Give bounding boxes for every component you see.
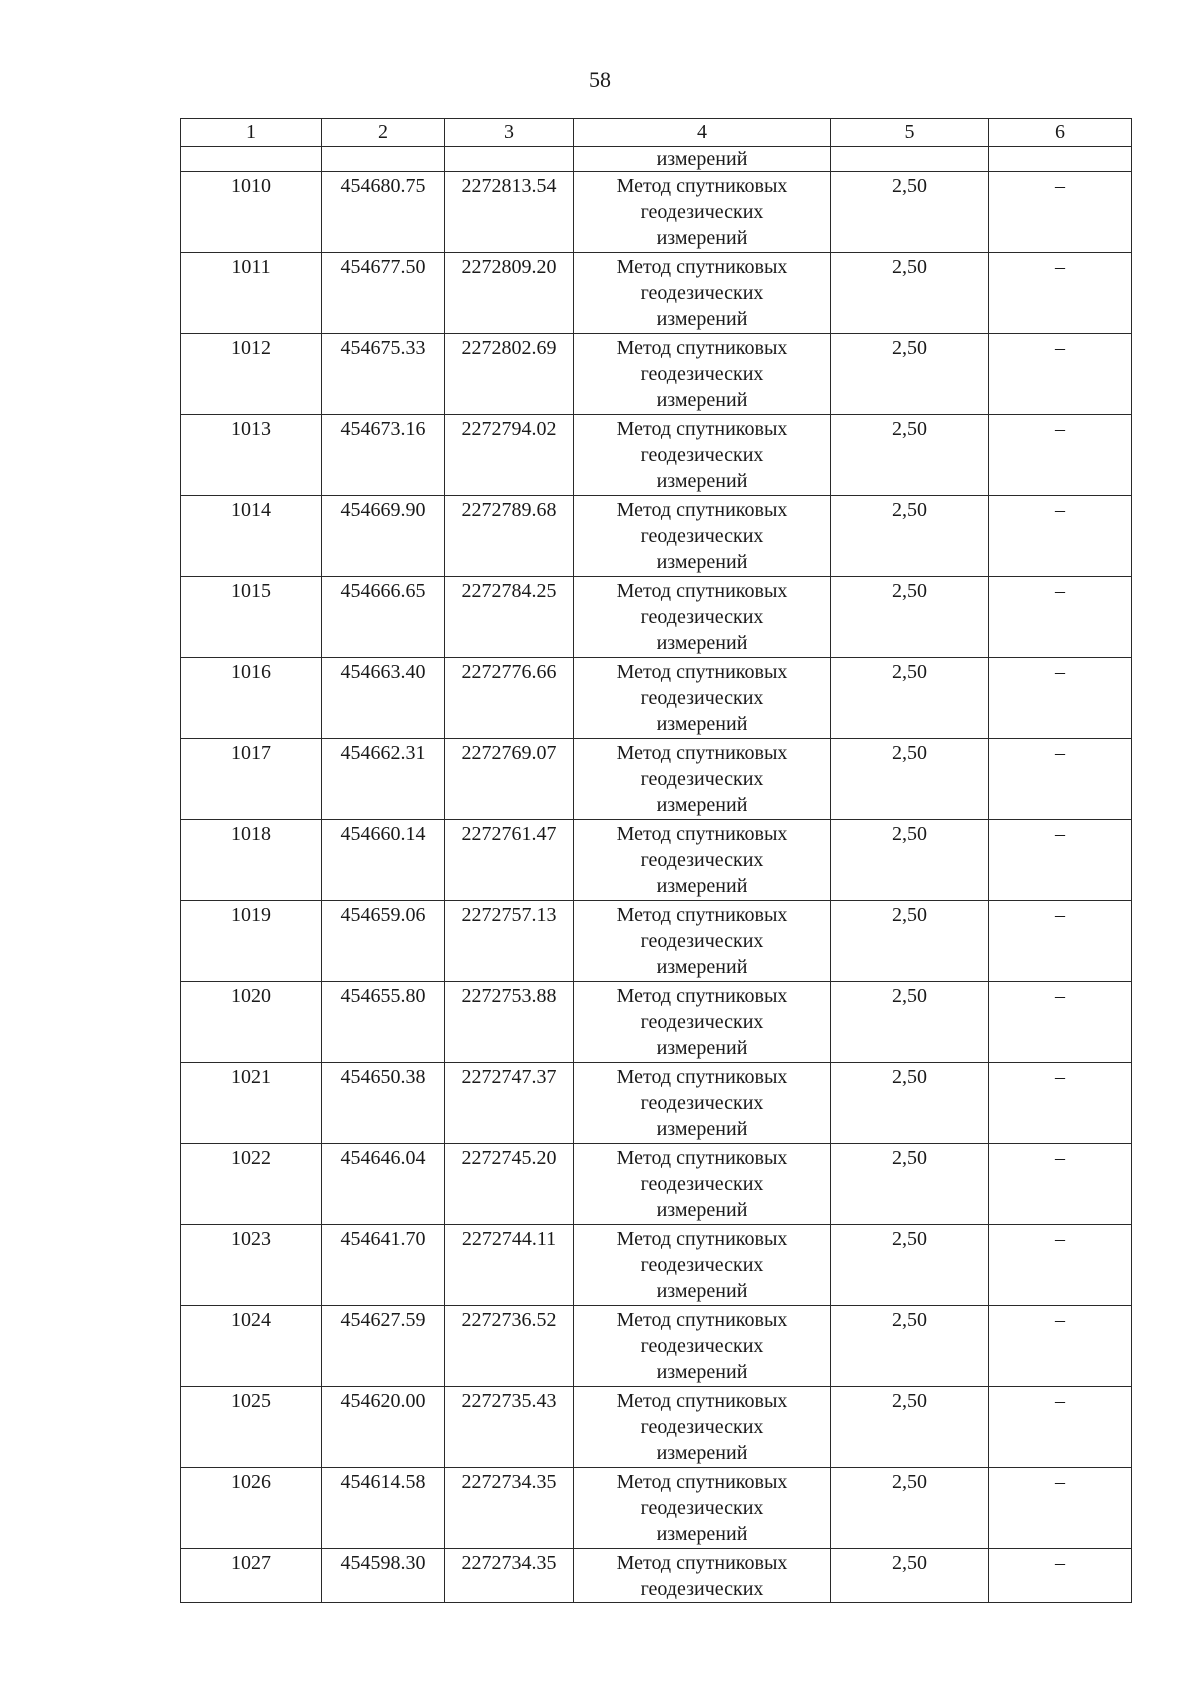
method-cell: [574, 820, 831, 901]
point-number-cell: 1021: [181, 1063, 322, 1144]
note-cell: –: [989, 1306, 1132, 1387]
method-line: измерений: [656, 470, 748, 492]
note-cell: –: [989, 982, 1132, 1063]
note-cell: –: [989, 334, 1132, 415]
table-row: [181, 334, 1132, 415]
method-cell: [574, 739, 831, 820]
point-number-cell: 1015: [181, 577, 322, 658]
method-line: измерений: [656, 713, 748, 735]
accuracy-cell: 2,50: [831, 820, 989, 901]
table-row: [181, 901, 1132, 982]
point-number-cell: 1024: [181, 1306, 322, 1387]
accuracy-cell: 2,50: [831, 1225, 989, 1306]
x-coordinate-cell: 454598.30: [322, 1549, 445, 1603]
table-row: [181, 1387, 1132, 1468]
method-cell: [574, 172, 831, 253]
x-coordinate-cell: 454655.80: [322, 982, 445, 1063]
point-number-cell: 1020: [181, 982, 322, 1063]
method-line: измерений: [656, 227, 748, 249]
continuation-row: [181, 147, 1132, 172]
method-line: измерений: [656, 1037, 748, 1059]
table-cell: [322, 147, 445, 172]
table-row: [181, 1306, 1132, 1387]
method-line: измерений: [656, 551, 748, 573]
continuation-text: измерений: [574, 147, 831, 172]
table-cell: [989, 147, 1132, 172]
method-line: геодезических: [640, 768, 764, 790]
method-line: измерений: [656, 1442, 748, 1464]
x-coordinate-cell: 454666.65: [322, 577, 445, 658]
header-col-2: 2: [322, 119, 445, 147]
method-line: измерений: [656, 1118, 748, 1140]
method-cell: [574, 496, 831, 577]
header-col-6: 6: [989, 119, 1132, 147]
y-coordinate-cell: 2272784.25: [445, 577, 574, 658]
y-coordinate-cell: 2272744.11: [445, 1225, 574, 1306]
x-coordinate-cell: 454669.90: [322, 496, 445, 577]
method-line: геодезических: [640, 1254, 764, 1276]
accuracy-cell: 2,50: [831, 1144, 989, 1225]
method-line: Метод спутниковых: [616, 1390, 788, 1412]
table-row: [181, 172, 1132, 253]
point-number-cell: 1019: [181, 901, 322, 982]
table-row: [181, 1468, 1132, 1549]
y-coordinate-cell: 2272734.35: [445, 1549, 574, 1603]
accuracy-cell: 2,50: [831, 901, 989, 982]
x-coordinate-cell: 454620.00: [322, 1387, 445, 1468]
method-line: Метод спутниковых: [616, 580, 788, 602]
accuracy-cell: 2,50: [831, 1468, 989, 1549]
method-line: Метод спутниковых: [616, 1147, 788, 1169]
header-col-3: 3: [445, 119, 574, 147]
method-line: Метод спутниковых: [616, 1228, 788, 1250]
method-cell: [574, 1144, 831, 1225]
method-line: геодезических: [640, 1416, 764, 1438]
method-line: Метод спутниковых: [616, 418, 788, 440]
table-row: [181, 577, 1132, 658]
y-coordinate-cell: 2272802.69: [445, 334, 574, 415]
point-number-cell: 1027: [181, 1549, 322, 1603]
method-line: Метод спутниковых: [616, 337, 788, 359]
y-coordinate-cell: 2272747.37: [445, 1063, 574, 1144]
method-line: геодезических: [640, 282, 764, 304]
method-line: Метод спутниковых: [616, 1471, 788, 1493]
y-coordinate-cell: 2272809.20: [445, 253, 574, 334]
method-line: геодезических: [640, 606, 764, 628]
point-number-cell: 1017: [181, 739, 322, 820]
method-line: Метод спутниковых: [616, 1309, 788, 1331]
accuracy-cell: 2,50: [831, 496, 989, 577]
method-line: измерений: [656, 389, 748, 411]
y-coordinate-cell: 2272735.43: [445, 1387, 574, 1468]
y-coordinate-cell: 2272794.02: [445, 415, 574, 496]
method-cell: [574, 1549, 831, 1603]
method-line: Метод спутниковых: [616, 742, 788, 764]
method-line: Метод спутниковых: [616, 1552, 788, 1574]
accuracy-cell: 2,50: [831, 253, 989, 334]
note-cell: –: [989, 901, 1132, 982]
note-cell: –: [989, 415, 1132, 496]
point-number-cell: 1014: [181, 496, 322, 577]
table-cell: [445, 147, 574, 172]
table-row: [181, 658, 1132, 739]
x-coordinate-cell: 454641.70: [322, 1225, 445, 1306]
table-row: [181, 415, 1132, 496]
method-line: измерений: [656, 956, 748, 978]
note-cell: –: [989, 577, 1132, 658]
method-line: измерений: [656, 875, 748, 897]
table-row: [181, 1144, 1132, 1225]
note-cell: –: [989, 1387, 1132, 1468]
note-cell: –: [989, 739, 1132, 820]
x-coordinate-cell: 454662.31: [322, 739, 445, 820]
method-line: геодезических: [640, 1092, 764, 1114]
method-line: измерений: [656, 1199, 748, 1221]
header-col-4: 4: [574, 119, 831, 147]
coordinates-table: [180, 118, 1132, 1603]
table-row: [181, 982, 1132, 1063]
note-cell: –: [989, 172, 1132, 253]
y-coordinate-cell: 2272761.47: [445, 820, 574, 901]
note-cell: –: [989, 820, 1132, 901]
note-cell: –: [989, 1144, 1132, 1225]
accuracy-cell: 2,50: [831, 982, 989, 1063]
table-row: [181, 496, 1132, 577]
method-line: Метод спутниковых: [616, 985, 788, 1007]
x-coordinate-cell: 454677.50: [322, 253, 445, 334]
method-line: Метод спутниковых: [616, 499, 788, 521]
method-cell: [574, 1468, 831, 1549]
method-line: измерений: [656, 1523, 748, 1545]
table-row: [181, 1063, 1132, 1144]
point-number-cell: 1010: [181, 172, 322, 253]
point-number-cell: 1025: [181, 1387, 322, 1468]
point-number-cell: 1018: [181, 820, 322, 901]
method-line: Метод спутниковых: [616, 1066, 788, 1088]
y-coordinate-cell: 2272776.66: [445, 658, 574, 739]
note-cell: –: [989, 1468, 1132, 1549]
method-line: Метод спутниковых: [616, 661, 788, 683]
method-line: геодезических: [640, 687, 764, 709]
accuracy-cell: 2,50: [831, 172, 989, 253]
point-number-cell: 1016: [181, 658, 322, 739]
x-coordinate-cell: 454650.38: [322, 1063, 445, 1144]
note-cell: –: [989, 253, 1132, 334]
method-line: Метод спутниковых: [616, 823, 788, 845]
accuracy-cell: 2,50: [831, 415, 989, 496]
method-cell: [574, 1225, 831, 1306]
method-cell: [574, 415, 831, 496]
table-row: [181, 739, 1132, 820]
y-coordinate-cell: 2272769.07: [445, 739, 574, 820]
method-line: измерений: [656, 1280, 748, 1302]
accuracy-cell: 2,50: [831, 334, 989, 415]
y-coordinate-cell: 2272753.88: [445, 982, 574, 1063]
method-cell: [574, 1063, 831, 1144]
y-coordinate-cell: 2272813.54: [445, 172, 574, 253]
method-line: измерений: [656, 794, 748, 816]
method-line: измерений: [656, 632, 748, 654]
method-cell: [574, 658, 831, 739]
note-cell: –: [989, 1225, 1132, 1306]
table-row: [181, 1549, 1132, 1603]
x-coordinate-cell: 454673.16: [322, 415, 445, 496]
accuracy-cell: 2,50: [831, 1306, 989, 1387]
method-cell: [574, 982, 831, 1063]
table-cell: [181, 147, 322, 172]
table-row: [181, 1225, 1132, 1306]
note-cell: –: [989, 658, 1132, 739]
accuracy-cell: 2,50: [831, 1063, 989, 1144]
x-coordinate-cell: 454614.58: [322, 1468, 445, 1549]
point-number-cell: 1012: [181, 334, 322, 415]
x-coordinate-cell: 454646.04: [322, 1144, 445, 1225]
method-line: измерений: [656, 1361, 748, 1383]
x-coordinate-cell: 454663.40: [322, 658, 445, 739]
x-coordinate-cell: 454659.06: [322, 901, 445, 982]
note-cell: –: [989, 496, 1132, 577]
method-line: геодезических: [640, 1497, 764, 1519]
note-cell: –: [989, 1063, 1132, 1144]
method-line: геодезических: [640, 525, 764, 547]
method-line: геодезических: [640, 1011, 764, 1033]
accuracy-cell: 2,50: [831, 1549, 989, 1603]
method-line: измерений: [656, 308, 748, 330]
method-line: геодезических: [640, 1578, 764, 1600]
method-line: геодезических: [640, 1335, 764, 1357]
table-cell: [831, 147, 989, 172]
y-coordinate-cell: 2272757.13: [445, 901, 574, 982]
y-coordinate-cell: 2272789.68: [445, 496, 574, 577]
method-cell: [574, 253, 831, 334]
accuracy-cell: 2,50: [831, 577, 989, 658]
table-row: [181, 253, 1132, 334]
point-number-cell: 1023: [181, 1225, 322, 1306]
accuracy-cell: 2,50: [831, 658, 989, 739]
method-cell: [574, 1306, 831, 1387]
header-row: [181, 119, 1132, 147]
x-coordinate-cell: 454627.59: [322, 1306, 445, 1387]
x-coordinate-cell: 454680.75: [322, 172, 445, 253]
method-line: геодезических: [640, 201, 764, 223]
header-col-1: 1: [181, 119, 322, 147]
y-coordinate-cell: 2272745.20: [445, 1144, 574, 1225]
method-line: геодезических: [640, 930, 764, 952]
y-coordinate-cell: 2272734.35: [445, 1468, 574, 1549]
note-cell: –: [989, 1549, 1132, 1603]
method-line: Метод спутниковых: [616, 175, 788, 197]
header-col-5: 5: [831, 119, 989, 147]
page-number: 58: [589, 67, 611, 92]
method-line: геодезических: [640, 1173, 764, 1195]
x-coordinate-cell: 454675.33: [322, 334, 445, 415]
point-number-cell: 1013: [181, 415, 322, 496]
point-number-cell: 1026: [181, 1468, 322, 1549]
accuracy-cell: 2,50: [831, 739, 989, 820]
method-line: геодезических: [640, 849, 764, 871]
point-number-cell: 1022: [181, 1144, 322, 1225]
method-cell: [574, 1387, 831, 1468]
method-line: Метод спутниковых: [616, 256, 788, 278]
table-row: [181, 820, 1132, 901]
method-line: геодезических: [640, 444, 764, 466]
method-cell: [574, 334, 831, 415]
method-line: Метод спутниковых: [616, 904, 788, 926]
accuracy-cell: 2,50: [831, 1387, 989, 1468]
point-number-cell: 1011: [181, 253, 322, 334]
method-cell: [574, 901, 831, 982]
x-coordinate-cell: 454660.14: [322, 820, 445, 901]
method-line: геодезических: [640, 363, 764, 385]
method-cell: [574, 577, 831, 658]
y-coordinate-cell: 2272736.52: [445, 1306, 574, 1387]
